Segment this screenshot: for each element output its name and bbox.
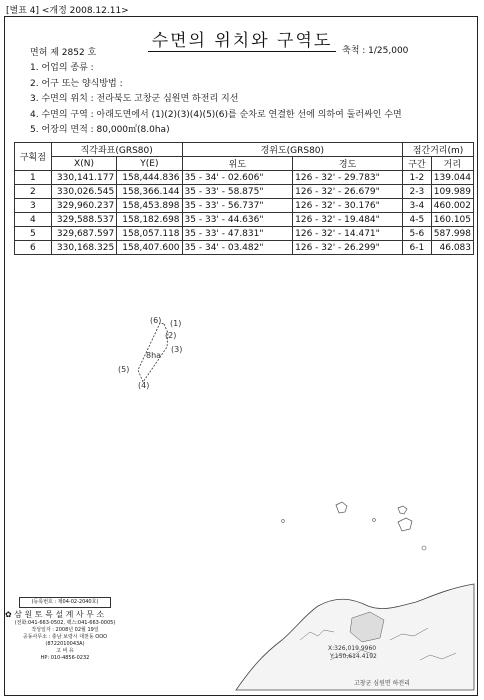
office-phone: HP: 010-4856-0232 (40, 655, 90, 661)
point-label-2: (2) (165, 331, 177, 340)
item-location: 3. 수면의 위치 : 전라북도 고창군 심원면 하전리 지선 (30, 94, 239, 104)
table-row: 1 330,141.177 158,444.836 35 - 34' - 02.606" 126 - 32' - 29.783" 1-2 139.044 (15, 171, 474, 185)
office-address: 공동사무소 : 충남 보령시 대천동 OOO (22, 634, 108, 640)
doc-title: 수면의 위치와 구역도 (0, 26, 484, 51)
point-label-6: (6) (150, 316, 162, 325)
island-dot (373, 519, 376, 522)
coastline (236, 584, 474, 690)
header-lat: 위도 (182, 157, 293, 171)
header-point: 구획점 (15, 143, 52, 171)
town-label: 고창군 심원면 하전리 (354, 680, 410, 687)
table-row: 3 329,960.237 158,453.898 35 - 33' - 56.737" 126 - 32' - 30.176" 3-4 460.002 (15, 199, 474, 213)
island-shape (336, 502, 347, 513)
header-lon: 경도 (293, 157, 403, 171)
header-geo-coords: 경위도(GRS80) (182, 143, 402, 157)
office-name: ✿ 삼 원 토 목 설 계 사 무 소 (5, 610, 105, 619)
registration-number: (등록번호 : 제04-02-2040호) (19, 597, 111, 608)
header-y: Y(E) (117, 157, 182, 171)
island-dot (422, 546, 426, 550)
drafting-date: 작성일자 : 2008년 02월 19일 (31, 627, 99, 633)
item-area-zone: 4. 수면의 구역 : 아래도면에서 (1)(2)(3)(4)(5)(6)를 순차로 연결한 선에 의하여 둘러싸인 수면 (30, 109, 402, 120)
item-fishery-type: 1. 어업의 종류 : (30, 63, 94, 73)
header-segment: 구간 (403, 157, 432, 171)
office-stamp-block (5, 597, 125, 685)
item-gear-method: 2. 어구 또는 양식방법 : (30, 78, 123, 89)
header-plane-coords: 직각좌표(GRS80) (51, 143, 182, 157)
map-coord-x: X:326,019.9960 (328, 645, 377, 652)
point-label-1: (1) (170, 319, 182, 328)
island-dot (282, 520, 285, 523)
header-x: X(N) (51, 157, 116, 171)
item-area-size: 5. 어장의 면적 : 80,000㎡(8.0ha) (30, 125, 170, 135)
map-coord-y: Y:150,614.4192 (330, 653, 377, 660)
map-scale: 축척 : 1/25,000 (342, 46, 409, 56)
point-label-3: (3) (171, 345, 183, 354)
annex-note: [별표 4] <개정 2008.12.11> (6, 6, 129, 16)
point-label-5: (5) (118, 365, 130, 374)
island-shape (398, 518, 412, 531)
table-row: 6 330,168.325 158,407.600 35 - 34' - 03.482" 126 - 32' - 26.299" 6-1 46.083 (15, 241, 474, 255)
point-label-4: (4) (138, 381, 150, 390)
table-row: 5 329,687.597 158,057.118 35 - 33' - 47.831" 126 - 32' - 14.471" 5-6 587.998 (15, 227, 474, 241)
table-row: 4 329,588.537 158,182.698 35 - 33' - 44.636" 126 - 32' - 19.484" 4-5 160.105 (15, 213, 474, 227)
area-label: 8ha (146, 351, 162, 360)
office-tel: (전화:041-663-0502, 팩스:041-663-0005) (14, 620, 116, 626)
office-logo-icon: ✿ (5, 610, 12, 619)
header-distance: 점간거리(m) (403, 143, 474, 157)
license-number: 면허 제 2852 호 (30, 48, 97, 58)
table-row: 2 330,026.545 158,366.144 35 - 33' - 58.875" 126 - 32' - 26.679" 2-3 109.989 (15, 185, 474, 199)
island-shape (398, 506, 407, 514)
office-person: 고 비 유 (56, 648, 74, 654)
office-code: (8722010043A) (45, 641, 85, 647)
header-length: 거리 (431, 157, 473, 171)
